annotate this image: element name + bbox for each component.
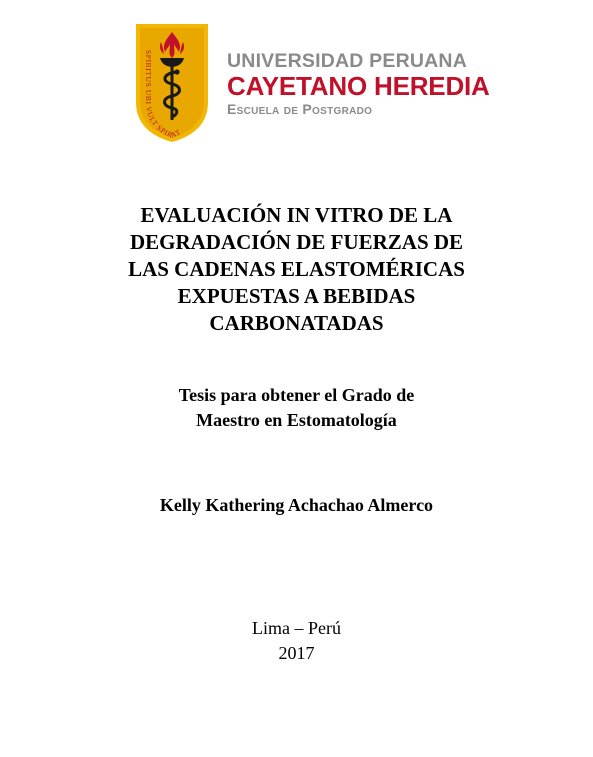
degree-line: Maestro en Estomatología [196,410,397,430]
university-header [132,20,532,145]
title-line: EXPUESTAS A BEBIDAS [177,284,416,308]
place-and-date [60,616,533,666]
title-line: EVALUACIÓN IN VITRO DE LA [140,203,453,227]
author-name: Kelly Kathering Achachao Almerco [159,495,434,515]
title-line: DEGRADACIÓN DE FUERZAS DE [129,230,464,254]
degree-statement [60,383,533,433]
year: 2017 [278,643,315,663]
title-line: CARBONATADAS [209,311,384,335]
seal-motto: SPIRITUS UBI VULT SPIRAT [143,50,183,140]
degree-line: Tesis para obtener el Grado de [178,385,415,405]
school-name: Escuela de Postgrado [227,101,373,117]
university-seal-icon [132,20,212,145]
university-name-line1: UNIVERSIDAD PERUANA [227,50,467,72]
university-name-line2: CAYETANO HEREDIA [227,71,490,101]
place: Lima – Perú [252,618,341,638]
thesis-title [60,202,533,337]
university-name [227,50,527,118]
title-line: LAS CADENAS ELASTOMÉRICAS [128,257,465,281]
